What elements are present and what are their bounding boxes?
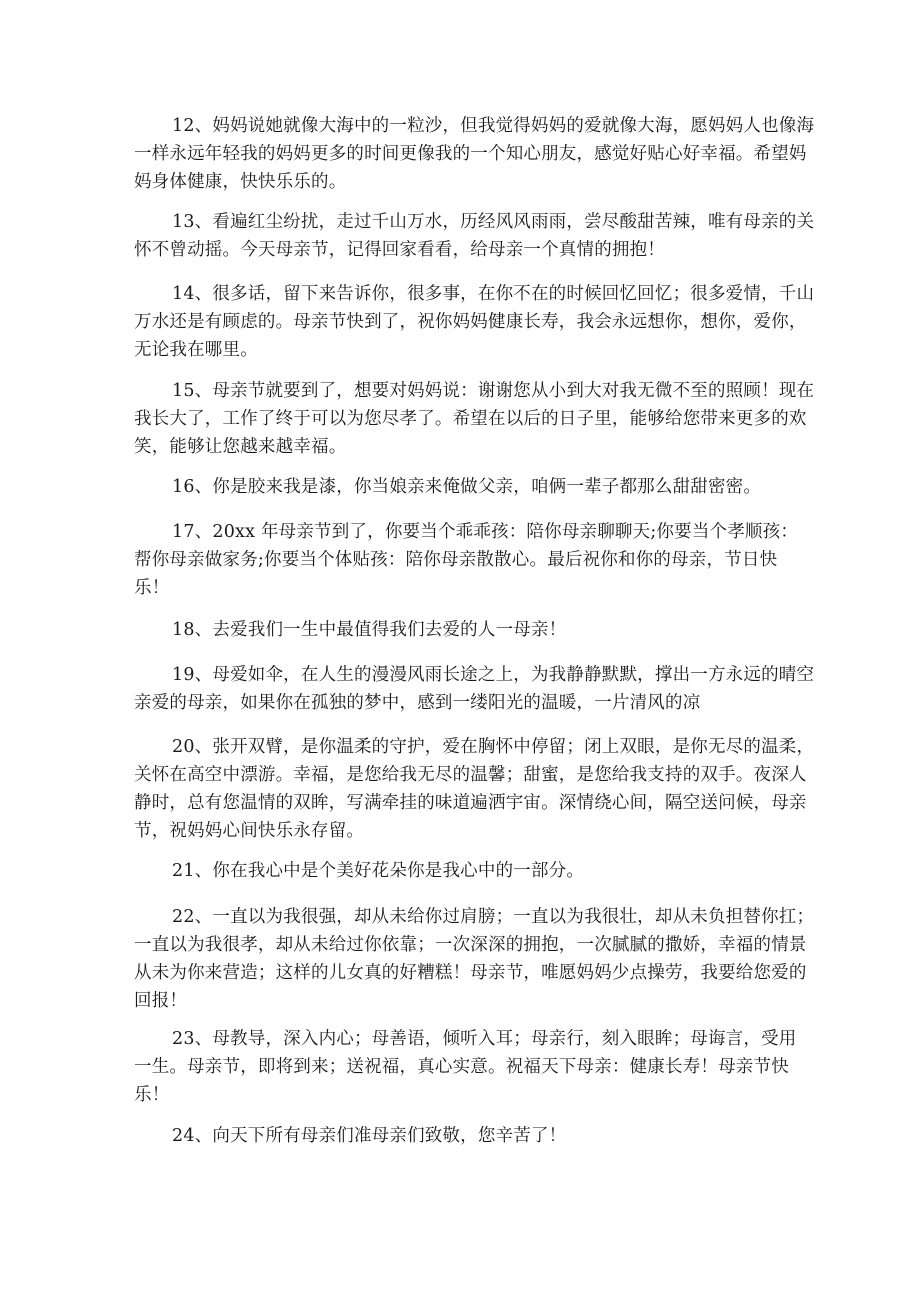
text-line: 24、向天下所有母亲们准母亲们致敬，您辛苦了！ xyxy=(172,1126,567,1146)
paragraph-23 xyxy=(134,1025,797,1109)
text-line: 14、很多话，留下来告诉你，很多事，在你不在的时候回忆回忆；很多爱情，千山 xyxy=(172,284,815,304)
paragraph-16 xyxy=(134,473,794,501)
text-line: 关怀在高空中漂游。幸福，是您给我无尽的温馨；甜蜜，是您给我支持的双手。夜深人 xyxy=(134,765,807,785)
text-line: 一样永远年轻我的妈妈更多的时间更像我的一个知心朋友，感觉好贴心好幸福。希望妈 xyxy=(134,144,807,164)
text-line: 21、你在我心中是个美好花朵你是我心中的一部分。 xyxy=(172,861,585,881)
text-line: 乐！ xyxy=(134,578,170,598)
paragraph-12 xyxy=(134,112,815,196)
paragraph-24 xyxy=(134,1122,794,1150)
text-line: 15、母亲节就要到了，想要对妈妈说：谢谢您从小到大对我无微不至的照顾！现在 xyxy=(172,381,815,401)
paragraph-18 xyxy=(134,616,794,644)
text-line: 18、去爱我们一生中最值得我们去爱的人一母亲！ xyxy=(172,620,567,640)
paragraph-21 xyxy=(134,857,794,885)
text-line: 万水还是有顾虑的。母亲节快到了，祝你妈妈健康长寿，我会永远想你，想你，爱你， xyxy=(134,312,807,332)
text-line: 笑，能够让您越来越幸福。 xyxy=(134,437,347,457)
text-line: 怀不曾动摇。今天母亲节，记得回家看看，给母亲一个真情的拥抱！ xyxy=(134,240,665,260)
text-line: 乐！ xyxy=(134,1085,170,1105)
text-line: 13、看遍红尘纷扰，走过千山万水，历经风风雨雨，尝尽酸甜苦辣，唯有母亲的关 xyxy=(172,212,815,232)
text-line: 一直以为我很孝，却从未给过你依靠；一次深深的拥抱，一次腻腻的撒娇，幸福的情景 xyxy=(134,935,807,955)
text-line: 16、你是胶来我是漆，你当娘亲来俺做父亲，咱俩一辈子都那么甜甜密密。 xyxy=(172,477,762,497)
text-line: 从未为你来营造；这样的儿女真的好糟糕！母亲节，唯愿妈妈少点操劳，我要给您爱的 xyxy=(134,963,807,983)
text-line: 22、一直以为我很强，却从未给你过肩膀；一直以为我很壮，却从未负担替你扛； xyxy=(172,907,815,927)
text-line: 一生。母亲节，即将到来；送祝福，真心实意。祝福天下母亲：健康长寿！母亲节快 xyxy=(134,1057,789,1077)
text-line: 我长大了，工作了终于可以为您尽孝了。希望在以后的日子里，能够给您带来更多的欢 xyxy=(134,409,807,429)
text-line: 12、妈妈说她就像大海中的一粒沙，但我觉得妈妈的爱就像大海，愿妈妈人也像海 xyxy=(172,116,815,136)
paragraph-19 xyxy=(134,661,815,717)
paragraph-14 xyxy=(134,280,815,364)
text-line: 无论我在哪里。 xyxy=(134,340,258,360)
text-line: 23、母教导，深入内心；母善语，倾听入耳；母亲行，刻入眼眸；母诲言，受用 xyxy=(172,1029,797,1049)
text-line: 19、母爱如伞，在人生的漫漫风雨长途之上，为我静静默默，撑出一方永远的晴空 xyxy=(172,665,815,685)
paragraph-15 xyxy=(134,377,815,461)
paragraph-20 xyxy=(134,733,815,845)
paragraph-13 xyxy=(134,208,815,264)
text-line: 妈身体健康，快快乐乐的。 xyxy=(134,172,347,192)
paragraph-17 xyxy=(134,518,799,602)
text-line: 静时，总有您温情的双眸，写满牵挂的味道遍洒宇宙。深情绕心间，隔空送问候，母亲 xyxy=(134,793,807,813)
text-line: 亲爱的母亲，如果你在孤独的梦中，感到一缕阳光的温暖，一片清风的凉 xyxy=(134,693,701,713)
text-line: 17、20xx 年母亲节到了，你要当个乖乖孩：陪你母亲聊聊天;你要当个孝顺孩： xyxy=(172,522,799,542)
text-line: 回报！ xyxy=(134,991,188,1011)
text-line: 帮你母亲做家务;你要当个体贴孩：陪你母亲散散心。最后祝你和你的母亲，节日快 xyxy=(134,550,778,570)
paragraph-22 xyxy=(134,903,815,1015)
text-line: 节，祝妈妈心间快乐永存留。 xyxy=(134,821,365,841)
text-line: 20、张开双臂，是你温柔的守护，爱在胸怀中停留；闭上双眼，是你无尽的温柔， xyxy=(172,737,815,757)
